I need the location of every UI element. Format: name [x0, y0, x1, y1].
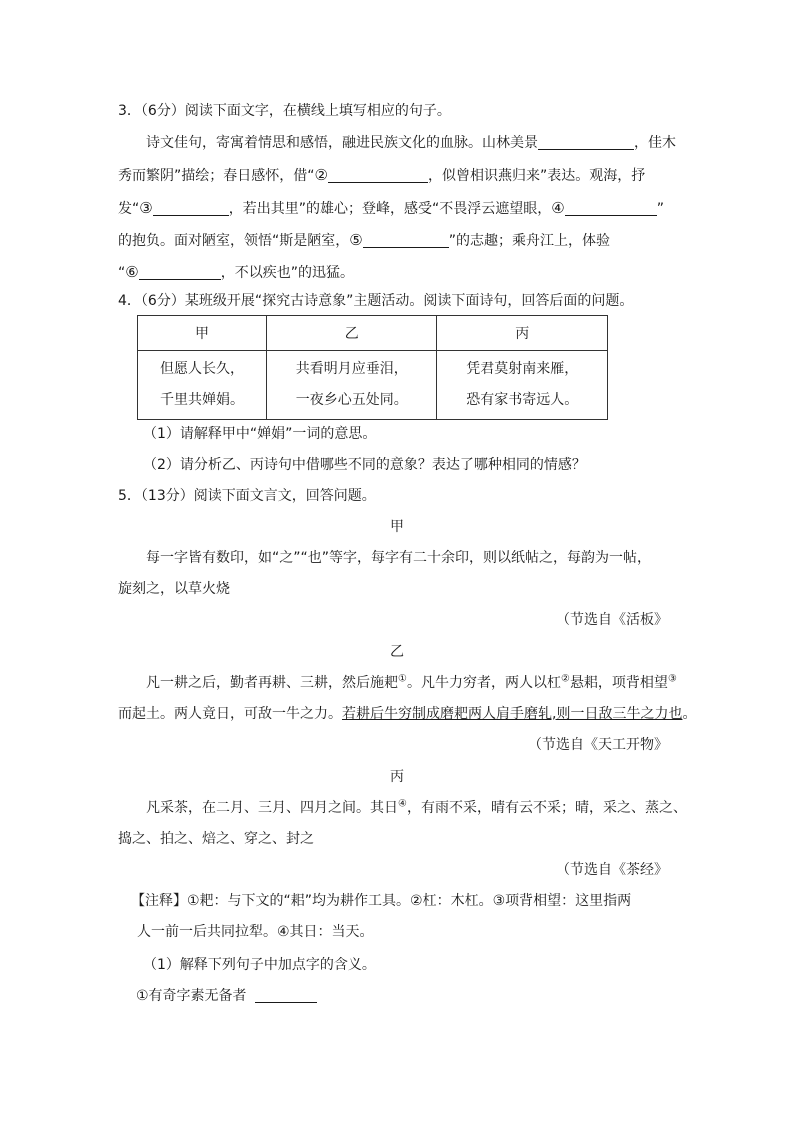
poem-cell-yi [266, 351, 437, 420]
answer-blank-2[interactable] [328, 166, 428, 183]
passage-yi-title: 乙 [390, 644, 404, 660]
poem-line: 共看明月应垂泪， [295, 361, 408, 377]
poem-table [137, 315, 608, 420]
q3-text: ” [656, 201, 664, 217]
note-marker-3: ③ [667, 673, 677, 685]
answer-blank-5[interactable] [363, 231, 449, 248]
q5-item-1 [136, 986, 696, 1006]
answer-blank-q5-1[interactable] [255, 986, 317, 1003]
q4-sub-question-1: （1）请解释甲中“婵娟”一词的意思。 [143, 426, 377, 442]
passage-yi-line-1 [146, 673, 678, 693]
passage-bing-line-2: 捣之、拍之、焙之、穿之、封之 [118, 831, 314, 847]
passage-text: 。 [682, 706, 697, 722]
passage-jia-line-1: 每一字皆有数印，如“之”“也”等字，每字有二十余印，则以纸帖之，每韵为一帖， [146, 550, 652, 566]
passage-bing-line-1 [146, 798, 687, 818]
circled-number-3: ③ [139, 199, 153, 217]
q3-text: ，不以疾也”的迅猛。 [220, 265, 354, 281]
passage-bing-source: （节选自《茶经》 [556, 862, 668, 878]
q3-passage-line-2 [118, 165, 678, 186]
q3-text: 秀而繁阴”描绘；春日感怀，借“ [118, 168, 315, 184]
circled-number-4: ④ [551, 199, 565, 217]
poem-header-jia: 甲 [138, 316, 267, 351]
poem-cell-jia [138, 351, 267, 420]
passage-text: 凡采茶，在二月、三月、四月之间。其日 [146, 800, 398, 816]
passage-jia-line-2: 旋刻之，以草火烧 [118, 581, 230, 597]
q3-text: 诗文佳句，寄寓着情思和感悟，融进民族文化的血脉。山林美景 [146, 135, 538, 151]
poem-line: 恐有家书寄远人。 [466, 392, 579, 408]
poem-line: 但愿人长久， [159, 361, 244, 377]
q3-passage-line-1 [146, 133, 678, 153]
passage-bing-title: 丙 [390, 769, 404, 785]
passage-text: ，有雨不采，晴有云不采；晴，采之、蒸之、 [406, 800, 687, 816]
q3-text: ，似曾相识燕归来”表达。观海，抒 [427, 168, 646, 184]
answer-blank-1[interactable] [538, 133, 634, 150]
note-marker-2: ② [560, 673, 570, 685]
poem-header-bing: 丙 [437, 316, 608, 351]
passage-jia-source: （节选自《活板》 [556, 612, 668, 628]
poem-header-yi: 乙 [266, 316, 437, 351]
q3-text: ，佳木 [634, 135, 676, 151]
passage-yi-source: （节选自《天工开物》 [528, 737, 668, 753]
poem-cell-bing [437, 351, 608, 420]
q4-heading: 4．（6分）某班级开展“探究古诗意象”主题活动。阅读下面诗句，回答后面的问题。 [118, 293, 634, 309]
passage-text: 凡一耕之后，勤者再耕、三耕，然后施耙 [146, 675, 398, 691]
q3-passage-line-5 [118, 262, 678, 283]
passage-jia-title: 甲 [390, 519, 404, 535]
underlined-sentence: 若耕后牛穷制成磨耙两人肩手磨轧,则一日敌三牛之力也 [342, 706, 683, 722]
q3-text: 发“ [118, 201, 140, 217]
answer-blank-4[interactable] [565, 199, 657, 216]
note-marker-4: ④ [398, 798, 407, 810]
circled-number-2: ② [314, 166, 328, 184]
answer-blank-6[interactable] [139, 263, 221, 280]
q3-text: 的抱负。面对陋室，领悟“斯是陋室， [118, 233, 350, 249]
passage-text: 悬耜，项背相望 [569, 675, 668, 691]
circled-number-6: ⑥ [125, 263, 139, 281]
answer-blank-3[interactable] [153, 199, 229, 216]
passage-text: 。凡牛力穷者，两人以杠 [406, 675, 561, 691]
passage-text: 而起土。两人竟日，可敌一牛之力。 [118, 706, 342, 722]
q3-text: ”的志趣；乘舟江上，体验 [448, 233, 610, 249]
q3-passage-line-4 [118, 230, 678, 251]
q3-text: “ [118, 265, 126, 281]
q3-heading: 3．（6分）阅读下面文字，在横线上填写相应的句子。 [118, 103, 451, 119]
q3-text: ，若出其里”的雄心；登峰，感受“不畏浮云遮望眼， [228, 201, 552, 217]
poem-line: 千里共婵娟。 [159, 392, 244, 408]
poem-table-header-row [138, 316, 608, 351]
q4-sub-question-2: （2）请分析乙、丙诗句中借哪些不同的意象？表达了哪种相同的情感？ [143, 457, 586, 473]
passage-yi-line-2 [118, 704, 697, 724]
q5-sub-question-1: （1）解释下列句子中加点字的含义。 [143, 957, 376, 973]
q5-heading: 5．（13分）阅读下面文言文，回答问题。 [118, 488, 376, 504]
circled-number-5: ⑤ [349, 231, 363, 249]
poem-line: 一夜乡心五处同。 [295, 392, 408, 408]
q3-passage-line-3 [118, 198, 678, 219]
note-marker-1: ① [398, 673, 407, 685]
poem-table-body-row [138, 351, 608, 420]
poem-line: 凭君莫射南来雁， [466, 361, 579, 377]
q5-item-text: ①有奇字素无备者 [136, 988, 247, 1004]
annotation-line-1: 【注释】①耙：与下文的“耜”均为耕作工具。②杠：木杠。③项背相望：这里指两 [131, 893, 632, 909]
annotation-line-2: 人一前一后共同拉犁。④其日：当天。 [137, 924, 374, 940]
